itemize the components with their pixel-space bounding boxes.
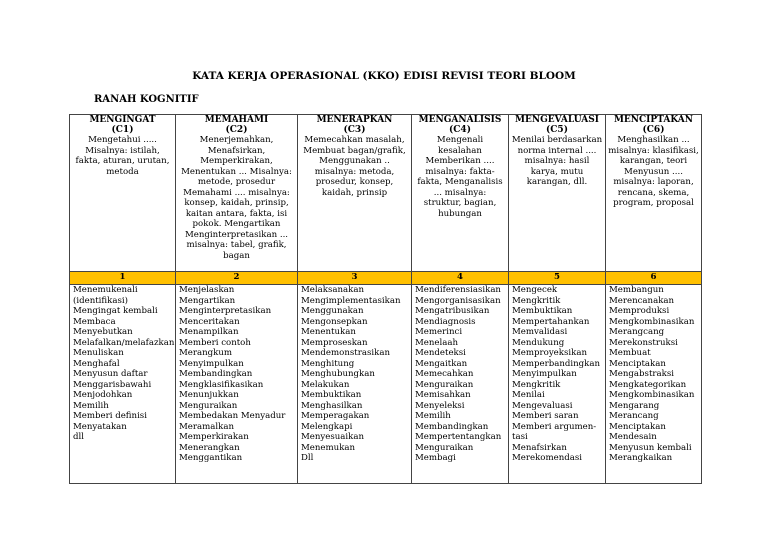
level-description: Menilai berdasarkan norma internal .... misalnya: hasil karya, mutu karangan, dll.	[511, 135, 603, 187]
level-code: (C2)	[225, 125, 248, 135]
verb-item: Memperkirakan	[179, 432, 249, 442]
header-cell-c3	[298, 115, 412, 272]
level-code: (C1)	[111, 125, 134, 135]
verb-item: Meramalkan	[179, 421, 235, 432]
level-code: (C4)	[449, 125, 471, 135]
verb-item: Mengkombinasikan	[609, 316, 695, 327]
verb-item: Menafsirkan	[512, 442, 567, 453]
verb-item: Menerangkan	[179, 442, 240, 453]
verb-item: Merangcang	[609, 327, 665, 337]
verb-item: Membandingkan	[179, 369, 253, 379]
verb-item: Menemukan	[301, 442, 356, 453]
verb-item: Mengkritik	[512, 295, 561, 306]
level-name: MENGANALISIS	[418, 115, 502, 125]
verb-item: Mengkategorikan	[609, 379, 687, 390]
verb-item: Menguraikan	[415, 442, 474, 453]
verb-item: Memberi contoh	[179, 337, 251, 348]
verb-item: Melengkapi	[301, 421, 353, 432]
verb-list-c5	[509, 285, 606, 484]
level-number: 6	[606, 272, 702, 285]
verb-item: Mendiferensiasikan	[415, 285, 501, 295]
level-code: (C6)	[642, 125, 665, 135]
header-cell-c2	[176, 115, 298, 272]
verb-item: tasi	[512, 432, 528, 442]
verb-item: Memproduksi	[609, 306, 670, 316]
header-cell-c1	[70, 115, 176, 272]
verb-item: Memproseskan	[301, 337, 368, 348]
verb-item: Mengabstraksi	[609, 369, 675, 379]
verb-item: Mendukung	[512, 337, 565, 348]
verb-item: Menggunakan	[301, 306, 364, 316]
header-cell-c4	[412, 115, 509, 272]
verb-item: Menyusun kembali	[609, 442, 692, 453]
verb-item: Merencanakan	[609, 295, 675, 306]
verb-item: Menceritakan	[179, 316, 240, 327]
level-name: MENCIPTAKAN	[613, 115, 694, 125]
verb-item: Membagi	[415, 453, 456, 463]
verb-item: Mengkombinasikan	[609, 390, 695, 400]
verb-item: Mengingat kembali	[73, 306, 158, 316]
verb-item: Menyebutkan	[73, 327, 133, 337]
verb-item: Menguraikan	[179, 400, 238, 411]
level-description: Memecahkan masalah, Membuat bagan/grafik, Menggunakan .. misalnya: metoda, prosedur, konsep, kaidah, prinsip	[303, 135, 406, 198]
verb-item: Memberi saran	[512, 411, 579, 421]
verb-list-c6	[606, 285, 702, 484]
verb-item: Memberi definisi	[73, 411, 147, 421]
verb-item: Melakukan	[301, 379, 350, 390]
verb-item: Menciptakan	[609, 358, 666, 369]
level-code: (C3)	[343, 125, 366, 135]
level-name: MENERAPKAN	[316, 115, 393, 125]
verb-item: Memerinci	[415, 327, 463, 337]
header-cell-c5	[509, 115, 606, 272]
level-name: MEMAHAMI	[204, 115, 269, 125]
verb-item: Menemukenali	[73, 285, 138, 295]
verb-item: Membuktikan	[301, 390, 362, 400]
verb-item: Menginterpretasikan	[179, 306, 272, 316]
verb-item: Memperagakan	[301, 411, 370, 421]
verb-item: Menyesuaikan	[301, 432, 365, 442]
verb-item: Menyimpulkan	[512, 369, 577, 379]
level-name: MENGEVALUASI	[515, 115, 599, 125]
verb-item: Menguraikan	[415, 379, 474, 390]
verb-item: Menentukan	[301, 327, 356, 337]
level-description: Mengetahui ..... Misalnya: istilah, fakta, aturan, urutan, metoda	[75, 135, 170, 177]
verb-item: Memvalidasi	[512, 327, 568, 337]
verb-item: Mendemonstrasikan	[301, 348, 390, 358]
verb-item: Memberi argumen-	[512, 421, 597, 432]
verb-item: Menilai	[512, 390, 545, 400]
verb-item: Memecahkan	[415, 369, 474, 379]
verb-item: Mengonsepkan	[301, 316, 368, 327]
kko-table	[69, 114, 702, 484]
verb-item: Menghitung	[301, 358, 355, 369]
verb-item: Mempertentangkan	[415, 432, 502, 442]
verb-list-c4	[412, 285, 509, 484]
verb-item: Melafalkan/melafazkan	[73, 337, 175, 348]
verb-item: Memperbandingkan	[512, 358, 601, 369]
level-number: 5	[509, 272, 606, 285]
verb-item: Mendiagnosis	[415, 316, 476, 327]
verb-item: Memisahkan	[415, 390, 471, 400]
verb-item: Merekomendasi	[512, 453, 583, 463]
verb-item: Mendesain	[609, 432, 657, 442]
level-code: (C5)	[546, 125, 568, 135]
level-number: 2	[176, 272, 298, 285]
number-row	[70, 272, 702, 285]
verb-item: Membangun	[609, 285, 664, 295]
verb-item: Mengatribusikan	[415, 306, 490, 316]
verb-item: Mengarang	[609, 400, 660, 411]
verb-list-c3	[298, 285, 412, 484]
verb-item: Menyusun daftar	[73, 369, 148, 379]
section-subtitle: RANAH KOGNITIF	[94, 94, 199, 105]
verb-item: Menghasilkan	[301, 400, 363, 411]
document-title: KATA KERJA OPERASIONAL (KKO) EDISI REVISI TEORI BLOOM	[192, 70, 576, 82]
verb-item: Membuktikan	[512, 306, 573, 316]
verb-item: Membandingkan	[415, 421, 489, 432]
verb-item: Menyatakan	[73, 421, 127, 432]
verb-item: Menggantikan	[179, 453, 243, 463]
verb-item: Merancang	[609, 411, 659, 421]
verb-item: Dll	[301, 453, 314, 463]
verb-item: Menghubungkan	[301, 369, 375, 379]
verb-item: Memproyeksikan	[512, 348, 587, 358]
verb-item: Mengartikan	[179, 295, 236, 306]
verb-item: Menyeleksi	[415, 400, 465, 411]
verb-item: Mengecek	[512, 285, 558, 295]
verb-item: Memilih	[415, 411, 451, 421]
verb-item: Membuat	[609, 348, 651, 358]
verb-item: Menggarisbawahi	[73, 379, 152, 390]
verb-item: Mengaitkan	[415, 358, 468, 369]
level-number: 4	[412, 272, 509, 285]
verb-item: Merangkaikan	[609, 453, 673, 463]
verb-item: Mengklasifikasikan	[179, 379, 264, 390]
verb-item: Merekonstruksi	[609, 337, 678, 348]
verb-row	[70, 285, 702, 484]
verb-item: Merangkum	[179, 348, 233, 358]
verb-list-c2	[176, 285, 298, 484]
verb-item: Menelaah	[415, 337, 459, 348]
verb-item: Memilih	[73, 400, 109, 411]
verb-item: Mendeteksi	[415, 348, 466, 358]
verb-item: Mempertahankan	[512, 316, 590, 327]
level-number: 3	[298, 272, 412, 285]
verb-item: Menampilkan	[179, 327, 239, 337]
verb-item: Menghafal	[73, 358, 120, 369]
verb-item: Menuliskan	[73, 348, 124, 358]
verb-item: dll	[73, 432, 84, 442]
verb-item: Menyimpulkan	[179, 358, 244, 369]
verb-item: Mengorganisasikan	[415, 295, 501, 306]
level-number: 1	[70, 272, 176, 285]
verb-item: Melaksanakan	[301, 285, 365, 295]
verb-item: Menunjukkan	[179, 390, 239, 400]
level-description: Menerjemahkan, Menafsirkan, Memperkirakan, Menentukan ... Misalnya: metode, prosedur Memahami .... misalnya: konsep, kaidah, prinsip, kaitan antara, fakta, isi pokok. Mengartikan Menginterpretasikan ... misalnya: tabel, grafik, bagan	[181, 135, 292, 261]
verb-item: Menjelaskan	[179, 285, 235, 295]
verb-item: Mengimplementasikan	[301, 295, 401, 306]
header-row	[70, 115, 702, 272]
verb-item: Mengkritik	[512, 379, 561, 390]
verb-item: Mengevaluasi	[512, 400, 573, 411]
verb-item: Membaca	[73, 316, 116, 327]
verb-item: Menciptakan	[609, 421, 666, 432]
verb-item: (identifikasi)	[73, 295, 128, 306]
verb-list-c1	[70, 285, 176, 484]
level-description: Mengenali kesalahan Memberikan .... misalnya: fakta- fakta, Menganalisis ... misalnya: struktur, bagian, hubungan	[417, 135, 503, 219]
verb-item: Menjodohkan	[73, 390, 133, 400]
header-cell-c6	[606, 115, 702, 272]
verb-item: Membedakan Menyadur	[179, 411, 286, 421]
level-name: MENGINGAT	[89, 115, 156, 125]
level-description: Menghasilkan ... misalnya: klasifikasi, karangan, teori Menyusun .... misalnya: laporan, rencana, skema, program, proposal	[608, 135, 699, 208]
